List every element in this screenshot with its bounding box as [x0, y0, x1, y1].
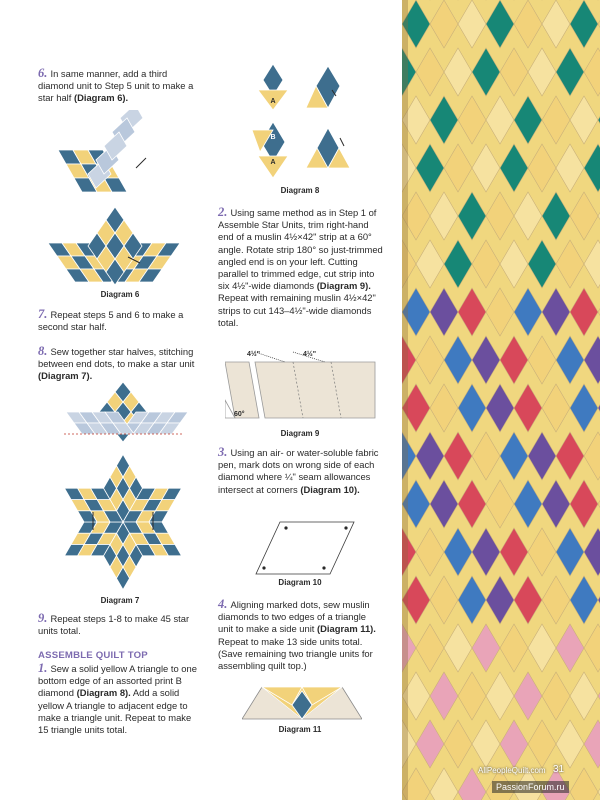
step-body: Add a solid yellow A triangle to adjacent edge to make a triangle unit. Repeat to make 15 triangle units total. — [38, 687, 192, 736]
diagram-11 — [242, 685, 362, 723]
step-body: Repeat to make 13 side units total. (Save remaining two triangle units for assembling quilt top.) — [218, 635, 373, 672]
diagram-10-caption: Diagram 10 — [278, 578, 322, 587]
diagram-7-star — [58, 450, 188, 595]
label-b: B — [270, 134, 276, 141]
step-number: 9. — [38, 611, 51, 625]
section-heading: ASSEMBLE QUILT TOP — [38, 650, 148, 661]
step-body: Repeat steps 1-8 to make 45 star units total. — [38, 613, 190, 637]
guide-line — [340, 138, 344, 146]
diagram-7-caption: Diagram 7 — [100, 596, 140, 605]
step-body: Using an air- or water-soluble fabric pen, mark dots on wrong side of each diamond where ¼" seam allowances intersect at corners — [218, 447, 379, 495]
diagram-reference: (Diagram 8). — [76, 687, 131, 699]
assemble-step-3-text — [218, 446, 383, 496]
step-number: 7. — [38, 307, 51, 321]
watermark: PassionForum.ru — [492, 781, 569, 793]
step-body: Repeat steps 5 and 6 to make a second star half. — [38, 309, 184, 333]
diagram-11-caption: Diagram 11 — [278, 725, 322, 734]
diagram-6-caption: Diagram 6 — [100, 290, 140, 299]
step-body: Sew together star halves, stitching between end dots, to make a star unit — [38, 346, 195, 370]
diagram-reference: (Diagram 11). — [317, 623, 376, 635]
diagram-reference: (Diagram 7). — [38, 370, 93, 382]
step-body: Sew a solid yellow A triangle to one bottom edge of an assorted print B diamond — [38, 663, 197, 699]
step-body: In same manner, add a third diamond unit to Step 5 unit to make a star half — [38, 68, 194, 104]
step-body: Aligning marked dots, sew muslin diamonds to two edges of a triangle unit to make a side unit — [218, 599, 370, 635]
step-body: Using same method as in Step 1 of Assemble Star Units, trim right-hand end of a muslin 4½×42" strip at a 60° angle. Rotate strip 180° so just-trimmed angled end is on your left. Cutting parallel to trimmed edge, cut strip into six 4½"-wide diamonds — [218, 207, 383, 292]
step-number: 3. — [218, 445, 231, 459]
seam-dot — [322, 566, 325, 569]
dim-label-2: 4½" — [303, 351, 317, 358]
seam-dot — [344, 526, 347, 529]
assemble-step-1-text — [38, 662, 198, 736]
step-8-text — [38, 345, 203, 383]
diagram-9-caption: Diagram 9 — [280, 429, 320, 438]
step-9-text — [38, 612, 198, 637]
diagram-6-bottom — [40, 205, 190, 287]
quilt-edge-shadow — [402, 0, 408, 800]
step-7-text — [38, 308, 198, 333]
step-body: Repeat with remaining muslin 4½×42" strips to cut 143–4½"-wide diamonds total. — [218, 292, 376, 328]
diagram-reference: (Diagram 6). — [73, 92, 129, 104]
muslin-strip — [255, 362, 375, 418]
quilt-photo — [402, 0, 600, 800]
assemble-step-4-text — [218, 598, 383, 672]
step-number: 1. — [38, 661, 51, 675]
dim-label-1: 4½" — [247, 351, 261, 358]
assemble-step-2-text — [218, 206, 383, 329]
step-6-text — [38, 67, 198, 105]
diagram-reference: (Diagram 10). — [300, 483, 360, 495]
diagram-reference: (Diagram 9). — [316, 280, 371, 292]
label-a-2: A — [270, 159, 276, 166]
guide-line — [136, 158, 146, 168]
diagram-10 — [250, 518, 360, 578]
seam-dot — [284, 526, 287, 529]
footer-url[interactable]: AllPeopleQuilt.com — [478, 766, 546, 775]
page-number: 31 — [553, 764, 565, 775]
diagram-6-top — [50, 110, 160, 200]
step-number: 4. — [218, 597, 231, 611]
diagram-8 — [240, 60, 360, 185]
seam-dot — [262, 566, 265, 569]
step-number: 8. — [38, 344, 51, 358]
step-number: 2. — [218, 205, 231, 219]
muslin-diamond — [256, 522, 354, 574]
diagram-8-caption: Diagram 8 — [280, 186, 320, 195]
label-a: A — [270, 98, 276, 105]
step-number: 6. — [38, 66, 51, 80]
diagram-9 — [225, 338, 380, 426]
angle-label: 60° — [234, 411, 245, 418]
diagram-7-halves — [58, 380, 188, 450]
